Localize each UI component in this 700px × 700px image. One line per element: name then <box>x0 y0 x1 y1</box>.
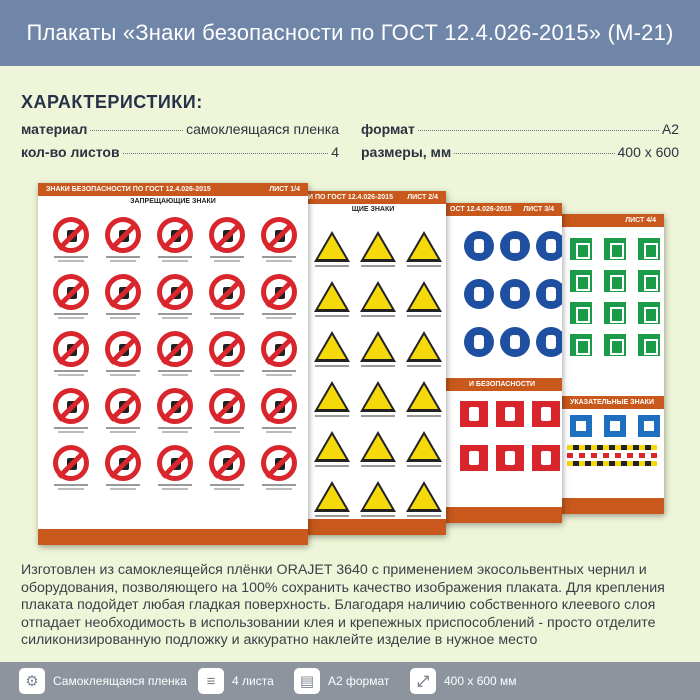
prohibition-icon <box>209 388 245 424</box>
sign-caption <box>361 465 395 467</box>
poster-sheet-number: ЛИСТ 3/4 <box>523 206 554 213</box>
footer-item-material <box>19 668 187 694</box>
prohibition-sign <box>152 388 198 433</box>
evacuation-sign-icon <box>604 238 626 260</box>
spec-value: А2 <box>661 121 679 137</box>
spec-dots <box>454 153 614 154</box>
evacuation-sign-icon <box>570 238 592 260</box>
warning-sign <box>312 481 352 517</box>
sign-caption <box>361 415 395 417</box>
info-sign-icon <box>604 415 626 437</box>
poster-sheet-number: ЛИСТ 2/4 <box>407 194 438 201</box>
prohibition-sign <box>100 274 146 319</box>
prohibition-sign <box>256 217 302 262</box>
prohibition-sign <box>152 331 198 376</box>
prohibition-icon <box>209 445 245 481</box>
spec-key: размеры, мм <box>361 144 452 160</box>
prohibition-sign <box>100 217 146 262</box>
prohibition-sign <box>48 388 94 433</box>
poster-section <box>442 378 562 461</box>
warning-sign <box>312 231 352 267</box>
footer-label: 4 листа <box>232 674 274 688</box>
warning-triangle-icon <box>314 331 350 362</box>
warning-sign <box>404 381 444 417</box>
gear-icon: ⚙ <box>19 668 45 694</box>
prohibition-icon <box>261 331 297 367</box>
warning-sign <box>358 231 398 267</box>
warning-triangle-icon <box>406 231 442 262</box>
poster-subtitle: УКАЗАТЕЛЬНЫЕ ЗНАКИ <box>570 399 654 406</box>
spec-format <box>361 121 679 137</box>
prohibition-icon <box>105 445 141 481</box>
evacuation-sign-icon <box>604 270 626 292</box>
footer-label: 400 х 600 мм <box>444 674 517 688</box>
sign-caption <box>315 365 349 367</box>
hazard-stripe <box>567 445 657 450</box>
spec-value: 400 х 600 <box>617 144 679 160</box>
mandatory-sign-icon <box>464 279 494 309</box>
prohibition-icon <box>261 388 297 424</box>
prohibition-icon <box>261 217 297 253</box>
sign-caption <box>361 315 395 317</box>
evacuation-sign-icon <box>570 334 592 356</box>
document-icon: ▤ <box>294 668 320 694</box>
evacuation-sign-icon <box>638 302 660 324</box>
poster-subtitle: ЗАПРЕЩАЮЩИЕ ЗНАКИ <box>130 198 216 205</box>
fire-sign-icon <box>460 445 488 471</box>
spec-value: 4 <box>331 144 339 160</box>
poster-footer <box>38 529 308 545</box>
prohibition-signs-grid <box>48 217 302 490</box>
poster-section-header <box>560 396 664 409</box>
sign-caption <box>361 265 395 267</box>
warning-triangle-icon <box>360 381 396 412</box>
sign-caption <box>315 315 349 317</box>
prohibition-sign <box>256 274 302 319</box>
warning-sign <box>404 431 444 467</box>
poster-title: И ПО ГОСТ 12.4.026-2015 <box>308 194 393 201</box>
poster-sheet-1 <box>38 183 308 545</box>
prohibition-sign <box>100 331 146 376</box>
spec-dimensions <box>361 144 679 160</box>
warning-triangle-icon <box>360 281 396 312</box>
prohibition-sign <box>152 445 198 490</box>
sign-caption <box>361 365 395 367</box>
warning-triangle-icon <box>406 431 442 462</box>
warning-signs-grid <box>312 231 444 517</box>
prohibition-icon <box>53 331 89 367</box>
prohibition-icon <box>157 388 193 424</box>
page-title: Плакаты «Знаки безопасности по ГОСТ 12.4.026-2015» (М-21) <box>26 20 674 45</box>
info-signs-grid <box>570 415 664 437</box>
evacuation-sign-icon <box>638 238 660 260</box>
mandatory-sign-icon <box>536 327 562 357</box>
prohibition-icon <box>53 274 89 310</box>
warning-triangle-icon <box>406 381 442 412</box>
resize-icon: ⤢ <box>410 668 436 694</box>
prohibition-icon <box>157 445 193 481</box>
poster-sheet-number: ЛИСТ 1/4 <box>269 186 300 193</box>
warning-sign <box>312 431 352 467</box>
prohibition-icon <box>105 217 141 253</box>
spec-dots <box>90 130 183 131</box>
mandatory-sign-icon <box>536 279 562 309</box>
prohibition-icon <box>53 217 89 253</box>
sign-caption <box>407 465 441 467</box>
spec-sheet-count <box>21 144 339 160</box>
warning-sign <box>358 381 398 417</box>
warning-triangle-icon <box>314 281 350 312</box>
info-sign-icon <box>638 415 660 437</box>
hazard-stripe <box>567 461 657 466</box>
prohibition-sign <box>100 445 146 490</box>
warning-triangle-icon <box>406 281 442 312</box>
warning-sign <box>358 431 398 467</box>
poster-footer <box>300 519 446 535</box>
layers-icon: ≡ <box>198 668 224 694</box>
fire-sign-icon <box>496 401 524 427</box>
warning-triangle-icon <box>314 231 350 262</box>
warning-triangle-icon <box>314 481 350 512</box>
warning-sign <box>312 381 352 417</box>
spec-dots <box>418 130 659 131</box>
spec-dots <box>123 153 329 154</box>
warning-sign <box>404 481 444 517</box>
info-sign-icon <box>570 415 592 437</box>
prohibition-sign <box>100 388 146 433</box>
prohibition-sign <box>152 217 198 262</box>
fire-sign-icon <box>532 401 560 427</box>
prohibition-icon <box>53 445 89 481</box>
prohibition-icon <box>261 445 297 481</box>
sign-caption <box>315 465 349 467</box>
prohibition-icon <box>105 331 141 367</box>
fire-signs-grid <box>460 401 562 471</box>
prohibition-sign <box>204 331 250 376</box>
fire-sign-icon <box>532 445 560 471</box>
footer-item-size <box>410 668 517 694</box>
poster-footer <box>560 498 664 514</box>
warning-sign <box>358 481 398 517</box>
warning-triangle-icon <box>360 431 396 462</box>
poster-header <box>560 214 664 227</box>
spec-key: кол-во листов <box>21 144 120 160</box>
poster-sheet-number: ЛИСТ 4/4 <box>625 217 656 224</box>
warning-triangle-icon <box>360 481 396 512</box>
prohibition-sign <box>152 274 198 319</box>
poster-sheet-4 <box>560 214 664 514</box>
warning-triangle-icon <box>314 381 350 412</box>
evacuation-sign-icon <box>638 334 660 356</box>
prohibition-icon <box>53 388 89 424</box>
prohibition-sign <box>204 274 250 319</box>
evacuation-sign-icon <box>638 270 660 292</box>
specs-title: ХАРАКТЕРИСТИКИ: <box>21 92 203 112</box>
poster-section-header <box>442 378 562 391</box>
evacuation-sign-icon <box>604 334 626 356</box>
prohibition-sign <box>204 217 250 262</box>
warning-triangle-icon <box>360 331 396 362</box>
poster-sheet-2 <box>300 191 446 535</box>
sign-caption <box>315 415 349 417</box>
prohibition-icon <box>105 274 141 310</box>
sign-caption <box>407 515 441 517</box>
mandatory-sign-icon <box>500 279 530 309</box>
fire-sign-icon <box>496 445 524 471</box>
prohibition-icon <box>105 388 141 424</box>
warning-sign <box>358 331 398 367</box>
evacuation-sign-icon <box>604 302 626 324</box>
sign-caption <box>407 365 441 367</box>
mandatory-sign-icon <box>500 327 530 357</box>
footer-label: А2 формат <box>328 674 390 688</box>
prohibition-sign <box>48 331 94 376</box>
prohibition-icon <box>261 274 297 310</box>
prohibition-icon <box>209 274 245 310</box>
sign-caption <box>315 515 349 517</box>
prohibition-icon <box>157 217 193 253</box>
poster-subtitle: И БЕЗОПАСНОСТИ <box>468 381 536 388</box>
mandatory-signs-grid <box>464 231 562 357</box>
prohibition-sign <box>48 274 94 319</box>
footer-label: Самоклеящаяся пленка <box>53 674 187 688</box>
evacuation-signs-grid <box>570 238 664 356</box>
warning-sign <box>312 281 352 317</box>
prohibition-sign <box>256 388 302 433</box>
poster-header <box>38 183 308 196</box>
prohibition-sign <box>204 388 250 433</box>
footer-bar <box>0 662 700 700</box>
footer-item-format <box>294 668 389 694</box>
poster-header <box>442 203 562 216</box>
poster-section <box>560 396 664 469</box>
prohibition-sign <box>256 445 302 490</box>
mandatory-sign-icon <box>500 231 530 261</box>
poster-title: ЗНАКИ БЕЗОПАСНОСТИ ПО ГОСТ 12.4.026-2015 <box>46 186 211 193</box>
warning-sign <box>312 331 352 367</box>
spec-key: формат <box>361 121 415 137</box>
warning-triangle-icon <box>360 231 396 262</box>
prohibition-icon <box>157 331 193 367</box>
spec-material <box>21 121 339 137</box>
warning-triangle-icon <box>406 331 442 362</box>
poster-title: ОСТ 12.4.026-2015 <box>450 206 512 213</box>
sign-caption <box>315 265 349 267</box>
spec-value: самоклеящаяся пленка <box>186 121 339 137</box>
poster-subtitle: ЩИЕ ЗНАКИ <box>351 206 395 213</box>
warning-sign <box>404 281 444 317</box>
evacuation-sign-icon <box>570 270 592 292</box>
mandatory-sign-icon <box>464 231 494 261</box>
product-description: Изготовлен из самоклеящейся плёнки ORAJET 3640 с применением экосольвентных чернил и оборудования, позволяющего на 100% сохранить качество изображения плаката. Для крепления плаката подойдет любая гладкая поверхность. Благодаря наличию собственного клеевого слоя отпадает необходимость в использовании клея и крепежных приспособлений - просто отделите силиконизированную подложку и аккуратно наклейте изделие в нужное место <box>21 562 665 648</box>
spec-key: материал <box>21 121 88 137</box>
prohibition-icon <box>157 274 193 310</box>
warning-sign <box>404 231 444 267</box>
warning-triangle-icon <box>406 481 442 512</box>
prohibition-icon <box>209 217 245 253</box>
poster-footer <box>442 507 562 523</box>
sign-caption <box>407 265 441 267</box>
prohibition-sign <box>48 217 94 262</box>
evacuation-sign-icon <box>570 302 592 324</box>
sign-caption <box>407 415 441 417</box>
page-header <box>0 0 700 66</box>
prohibition-icon <box>209 331 245 367</box>
hazard-stripe <box>567 453 657 458</box>
warning-triangle-icon <box>314 431 350 462</box>
sign-caption <box>361 515 395 517</box>
prohibition-sign <box>48 445 94 490</box>
warning-sign <box>404 331 444 367</box>
prohibition-sign <box>256 331 302 376</box>
prohibition-sign <box>204 445 250 490</box>
mandatory-sign-icon <box>536 231 562 261</box>
sign-caption <box>407 315 441 317</box>
footer-item-sheets <box>198 668 274 694</box>
mandatory-sign-icon <box>464 327 494 357</box>
warning-sign <box>358 281 398 317</box>
poster-sheet-3 <box>442 203 562 523</box>
fire-sign-icon <box>460 401 488 427</box>
poster-header <box>300 191 446 204</box>
